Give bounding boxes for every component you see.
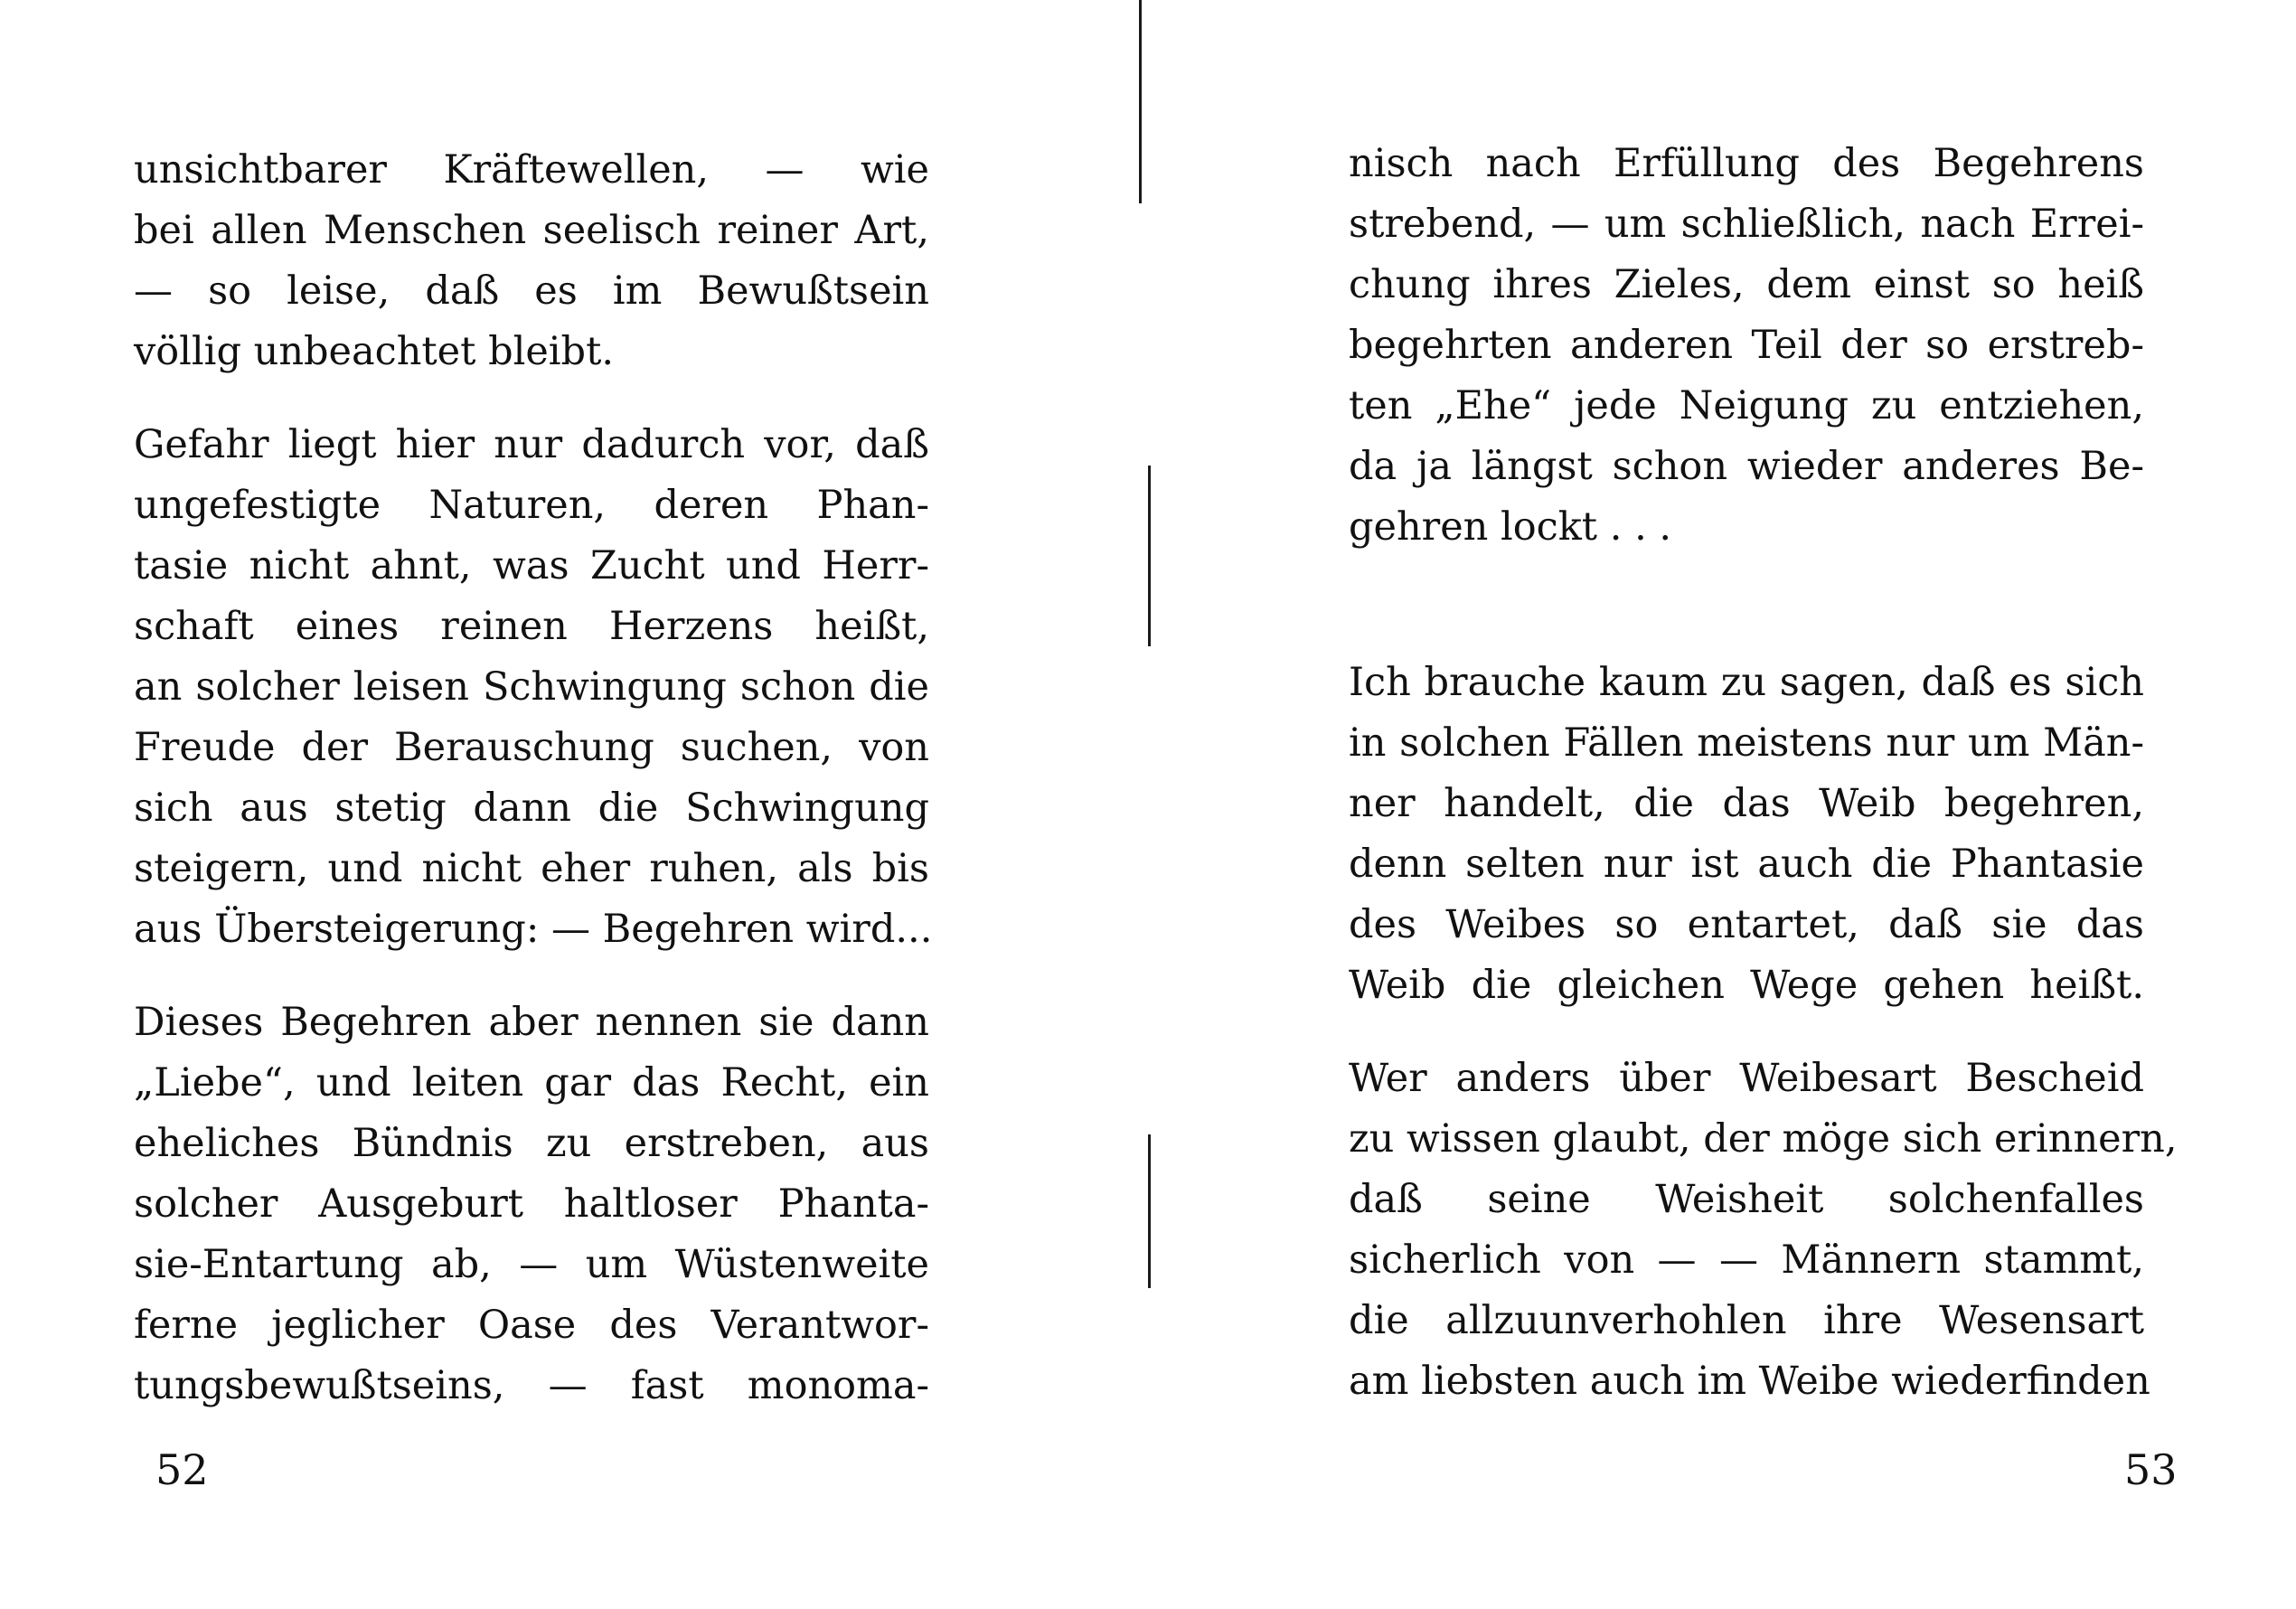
text-line: „Liebe“, und leiten gar das Recht, ein — [134, 1060, 929, 1106]
text-line: nisch nach Erfüllung des Begehrens — [1349, 141, 2144, 186]
text-line: strebend, — um schließlich, nach Errei- — [1349, 202, 2144, 247]
text-line: da ja längst schon wieder anderes Be- — [1349, 444, 2144, 489]
paragraph — [1349, 653, 2144, 1016]
text-line: ten „Ehe“ jede Neigung zu entziehen, — [1349, 383, 2144, 428]
text-line: sicherlich von — — Männern stammt, — [1349, 1237, 2144, 1283]
text-line: die allzuunverhohlen ihre Wesensart — [1349, 1298, 2144, 1343]
left-page-text — [134, 140, 933, 1416]
text-line: tungsbewußtseins, — fast monoma- — [134, 1363, 929, 1408]
text-line: in solchen Fällen meistens nur um Män- — [1349, 720, 2144, 766]
page-number: 53 — [2124, 1445, 2178, 1494]
paragraph — [1349, 134, 2144, 558]
text-line: solcher Ausgeburt haltloser Phanta- — [134, 1181, 929, 1227]
text-line: Gefahr liegt hier nur dadurch vor, daß — [134, 422, 929, 467]
text-line: unsichtbarer Kräftewellen, — wie — [134, 147, 929, 193]
paragraph — [134, 140, 929, 382]
text-line: völlig unbeachtet bleibt. — [134, 329, 615, 374]
right-page-text — [1349, 134, 2178, 1412]
text-line: sie-Entartung ab, — um Wüstenweite — [134, 1242, 929, 1287]
paragraph — [134, 993, 929, 1416]
text-line: chung ihres Zieles, dem einst so heiß — [1349, 262, 2144, 307]
text-line: denn selten nur ist auch die Phantasie — [1349, 842, 2144, 887]
paragraph — [134, 415, 933, 960]
text-line: sich aus stetig dann die Schwingung — [134, 786, 929, 831]
text-line: Wer anders über Weibesart Bescheid — [1349, 1056, 2144, 1101]
text-line: Ich brauche kaum zu sagen, daß es sich — [1349, 660, 2144, 705]
paragraph — [1349, 1049, 2178, 1412]
left-page — [0, 0, 1139, 1609]
text-line: Weib die gleichen Wege gehen heißt. — [1349, 963, 2144, 1008]
text-line: Dieses Begehren aber nennen sie dann — [134, 1000, 929, 1045]
text-line: am liebsten auch im Weibe wiederfinden — [1349, 1359, 2150, 1404]
text-line: tasie nicht ahnt, was Zucht und Herr- — [134, 543, 929, 588]
text-line: steigern, und nicht eher ruhen, als bis — [134, 846, 929, 891]
text-line: schaft eines reinen Herzens heißt, — [134, 604, 929, 649]
text-line: zu wissen glaubt, der möge sich erinnern, — [1349, 1116, 2178, 1162]
text-line: ungefestigte Naturen, deren Phan- — [134, 483, 929, 528]
text-line: eheliches Bündnis zu erstreben, aus — [134, 1121, 929, 1166]
text-line: bei allen Menschen seelisch reiner Art, — [134, 208, 929, 253]
text-line: aus Übersteigerung: — Begehren wird... — [134, 907, 933, 952]
page-number: 52 — [155, 1445, 209, 1494]
right-page — [1139, 0, 2296, 1609]
text-line: — so leise, daß es im Bewußtsein — [134, 268, 929, 314]
text-line: begehrten anderen Teil der so erstreb- — [1349, 323, 2144, 368]
text-line: Freude der Berauschung suchen, von — [134, 725, 929, 770]
text-line: ner handelt, die das Weib begehren, — [1349, 781, 2144, 826]
text-line: an solcher leisen Schwingung schon die — [134, 664, 929, 710]
text-line: gehren lockt . . . — [1349, 504, 1672, 550]
text-line: daß seine Weisheit solchenfalles — [1349, 1177, 2144, 1222]
text-line: ferne jeglicher Oase des Verantwor- — [134, 1303, 929, 1348]
text-line: des Weibes so entartet, daß sie das — [1349, 902, 2144, 947]
